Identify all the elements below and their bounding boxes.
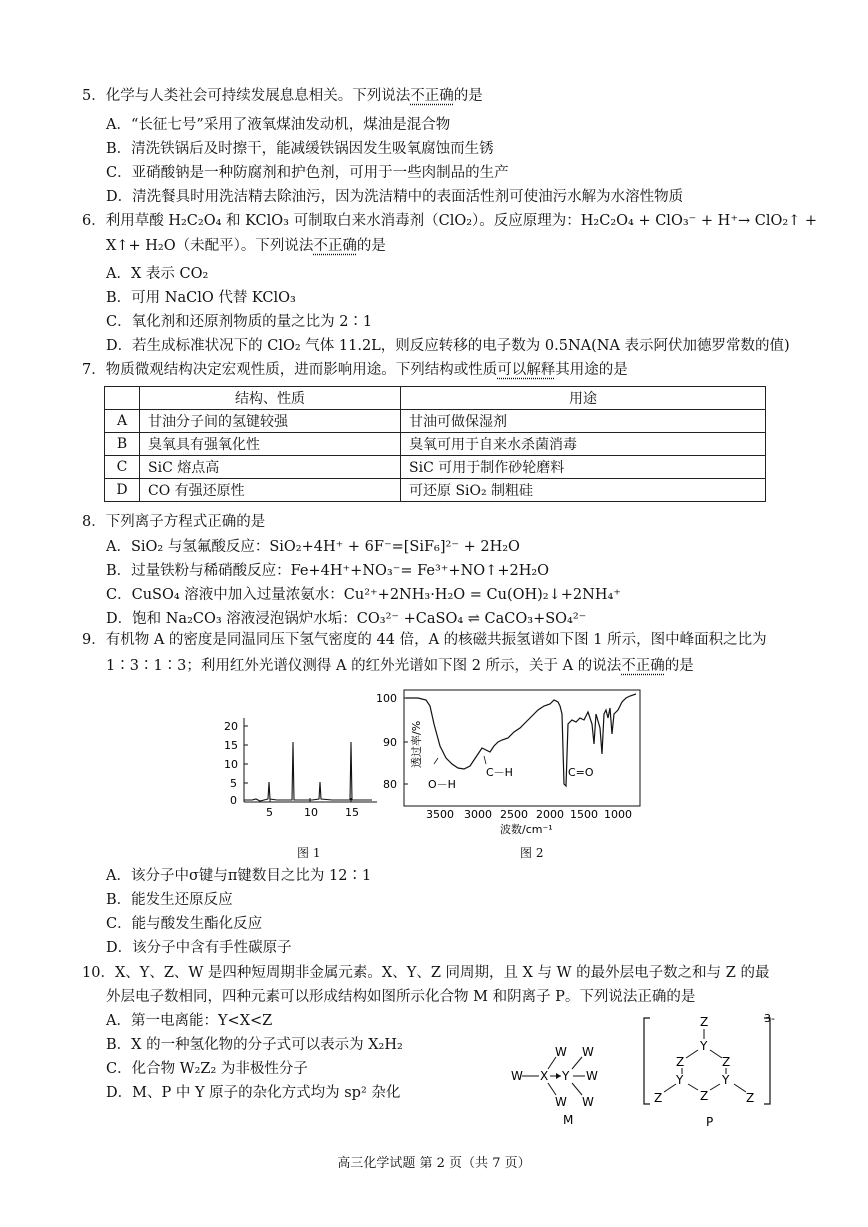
y-tick-label: 100 <box>376 692 397 705</box>
y-tick-label: 90 <box>383 736 397 749</box>
q5-option-d: D．清洗餐具时用洗洁精去除油污，因为洗洁精中的表面活性剂可使油污水解为水溶性物质 <box>106 189 684 205</box>
atom-label: W <box>555 1045 567 1059</box>
atom-label: W <box>555 1095 567 1109</box>
q9-option-c: C．能与酸发生酯化反应 <box>106 916 263 932</box>
atom-label: Z <box>722 1055 731 1069</box>
q6-stem-line1: 6．利用草酸 H₂C₂O₄ 和 KClO₃ 可制取白来水消毒剂（ClO₂）。反应原理为：H₂C₂O₄ + ClO₃⁻ + H⁺→ ClO₂↑ + <box>82 213 818 229</box>
x-tick-label: 2000 <box>536 808 564 821</box>
y-tick-label: 15 <box>224 739 238 752</box>
atom-label: W <box>582 1045 594 1059</box>
q8-option-d: D．饱和 Na₂CO₃ 溶液浸泡锅炉水垢：CO₃²⁻ +CaSO₄ ⇌ CaCO₃+SO₄²⁻ <box>106 611 587 627</box>
table-cell: SiC 可用于制作砂轮磨料 <box>401 456 766 479</box>
y-tick-label: 10 <box>224 758 238 771</box>
table-cell: 甘油可做保湿剂 <box>401 410 766 433</box>
q8-option-a: A．SiO₂ 与氢氟酸反应：SiO₂+4H⁺ + 6F⁻=[SiF₆]²⁻ + 2H₂O <box>106 539 520 555</box>
table-header-row <box>105 387 766 410</box>
peak-annotation: C=O <box>568 766 594 779</box>
atom-label: Z <box>700 1089 709 1103</box>
q6-option-c: C．氧化剂和还原剂物质的量之比为 2∶1 <box>106 314 373 330</box>
atom-label: Y <box>562 1069 570 1083</box>
x-tick-label: 15 <box>345 806 359 819</box>
x-tick-label: 10 <box>304 806 318 819</box>
figure-1-caption: 图 1 <box>297 846 321 860</box>
table-cell: B <box>105 433 140 456</box>
table-header-cell: 用途 <box>401 387 766 410</box>
table-cell: 臭氧具有强氧化性 <box>140 433 401 456</box>
table-cell: SiC 熔点高 <box>140 456 401 479</box>
atom-label: W <box>582 1095 594 1109</box>
q8-option-c: C．CuSO₄ 溶液中加入过量浓氨水：Cu²⁺+2NH₃·H₂O = Cu(OH)₂↓+2NH₄⁺ <box>106 587 621 603</box>
q7-stem: 7．物质微观结构决定宏观性质，进而影响用途。下列结构或性质可以解释其用途的是 <box>82 362 628 378</box>
y-tick-label: 20 <box>224 720 238 733</box>
x-tick-label: 1500 <box>570 808 598 821</box>
x-axis-label: 波数/cm⁻¹ <box>500 823 553 836</box>
table-cell: D <box>105 479 140 502</box>
atom-label: Z <box>700 1015 709 1029</box>
nmr-trace <box>244 742 372 801</box>
q8-option-b: B．过量铁粉与稀硝酸反应：Fe+4H⁺+NO₃⁻= Fe³⁺+NO↑+2H₂O <box>106 563 550 579</box>
ir-trace <box>406 694 636 786</box>
q10-option-a: A．第一电离能：Y<X<Z <box>106 1013 273 1029</box>
atom-label: Y <box>700 1039 708 1053</box>
x-tick-label: 3000 <box>464 808 492 821</box>
table-row <box>105 433 766 456</box>
table-row <box>105 456 766 479</box>
q10-option-d: D．M、P 中 Y 原子的杂化方式均为 sp² 杂化 <box>106 1085 401 1101</box>
q6-option-b: B．可用 NaClO 代替 KClO₃ <box>106 290 296 306</box>
table-header-cell: 结构、性质 <box>140 387 401 410</box>
q5-stem: 5．化学与人类社会可持续发展息息相关。下列说法不正确的是 <box>82 88 483 104</box>
q10-option-b: B．X 的一种氢化物的分子式可以表示为 X₂H₂ <box>106 1037 403 1053</box>
y-tick-label: 80 <box>383 778 397 791</box>
table-cell: C <box>105 456 140 479</box>
y-tick-label: 5 <box>230 777 237 790</box>
x-tick-label: 1000 <box>604 808 632 821</box>
atom-label: W <box>511 1069 523 1083</box>
q9-option-d: D．该分子中含有手性碳原子 <box>106 940 292 956</box>
q6-option-d: D．若生成标准状况下的 ClO₂ 气体 11.2L，则反应转移的电子数为 0.5NA(NA 表示阿伏加德罗常数的值) <box>106 338 790 354</box>
q6-stem-line2: X↑+ H₂O（未配平）。下列说法不正确的是 <box>106 238 386 254</box>
q9-option-a: A．该分子中σ键与π键数目之比为 12∶1 <box>106 868 372 884</box>
ir-spectrum-figure <box>368 684 658 838</box>
q8-stem: 8．下列离子方程式正确的是 <box>82 514 266 530</box>
y-axis-label: 透过率/% <box>410 720 423 768</box>
table-row <box>105 479 766 502</box>
x-tick-label: 5 <box>266 806 273 819</box>
structure-m-diagram <box>505 1040 615 1130</box>
atom-label: Z <box>676 1055 685 1069</box>
peak-annotation: O－H <box>428 778 456 791</box>
table-header-cell <box>105 387 140 410</box>
atom-label: Z <box>654 1091 663 1105</box>
anion-charge: 3- <box>764 1012 775 1025</box>
figure-2-caption: 图 2 <box>520 846 544 860</box>
q5-option-a: A．“长征七号”采用了液氧煤油发动机，煤油是混合物 <box>106 117 451 133</box>
table-cell: 臭氧可用于自来水杀菌消毒 <box>401 433 766 456</box>
structure-label: M <box>563 1113 574 1127</box>
atom-label: W <box>586 1069 598 1083</box>
y-tick-label: 0 <box>230 794 237 807</box>
q6-option-a: A．X 表示 CO₂ <box>106 266 209 282</box>
q10-stem-line1: 10．X、Y、Z、W 是四种短周期非金属元素。X、Y、Z 同周期，且 X 与 W 的最外层电子数之和与 Z 的最 <box>82 965 770 981</box>
q7-table <box>104 386 766 502</box>
x-tick-label: 2500 <box>500 808 528 821</box>
q5-option-c: C．亚硝酸钠是一种防腐剂和护色剂，可用于一些肉制品的生产 <box>106 165 509 181</box>
table-cell: A <box>105 410 140 433</box>
table-row <box>105 410 766 433</box>
atom-label: Z <box>746 1091 755 1105</box>
structure-label: P <box>706 1115 714 1129</box>
atom-label: Y <box>722 1073 730 1087</box>
table-cell: 可还原 SiO₂ 制粗硅 <box>401 479 766 502</box>
table-cell: CO 有强还原性 <box>140 479 401 502</box>
q9-stem-line2: 1∶3∶1∶3；利用红外光谱仪测得 A 的红外光谱如下图 2 所示，关于 A 的说法不正确的是 <box>106 658 694 674</box>
nmr-spectrum-figure <box>222 712 382 820</box>
table-cell: 甘油分子间的氢键较强 <box>140 410 401 433</box>
anion-p-diagram <box>640 1010 790 1132</box>
q5-option-b: B．清洗铁锅后及时擦干，能减缓铁锅因发生吸氧腐蚀而生锈 <box>106 141 494 157</box>
q10-stem-line2: 外层电子数相同，四种元素可以形成结构如图所示化合物 M 和阴离子 P。下列说法正确的是 <box>106 989 696 1005</box>
q9-option-b: B．能发生还原反应 <box>106 892 233 908</box>
peak-annotation: C－H <box>486 766 513 779</box>
atom-label: Y <box>676 1073 684 1087</box>
atom-label: X <box>540 1069 549 1083</box>
x-tick-label: 3500 <box>426 808 454 821</box>
page-footer: 高三化学试题 第 2 页（共 7 页） <box>337 1156 531 1171</box>
q10-option-c: C．化合物 W₂Z₂ 为非极性分子 <box>106 1061 308 1077</box>
q9-stem-line1: 9．有机物 A 的密度是同温同压下氢气密度的 44 倍，A 的核磁共振氢谱如下图 1 所示，图中峰面积之比为 <box>82 632 767 648</box>
